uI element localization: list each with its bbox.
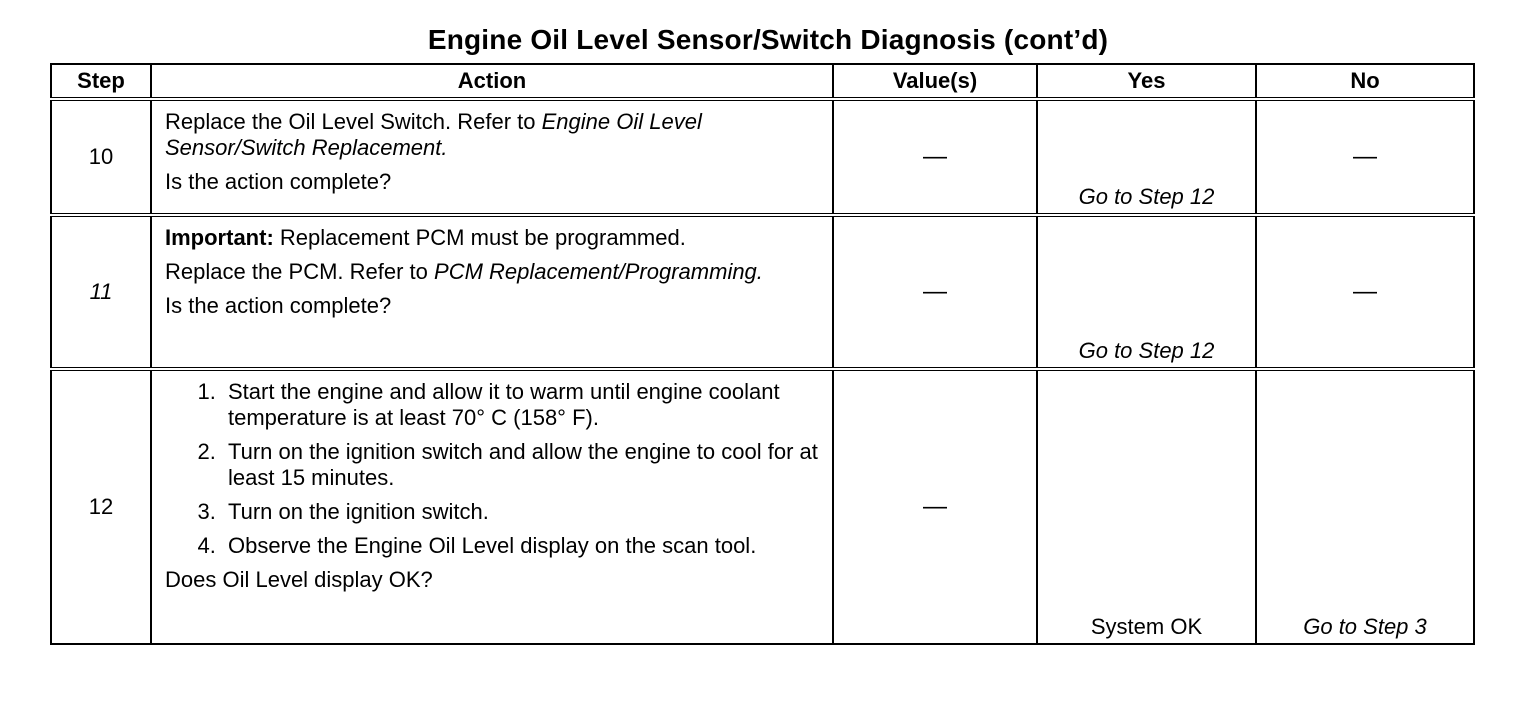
action-text: Replace the PCM. Refer to (165, 259, 435, 284)
step-number: 11 (51, 215, 151, 369)
header-action: Action (151, 64, 833, 99)
yes-result: Go to Step 12 (1037, 215, 1256, 369)
action-instruction (165, 109, 820, 161)
reference-link-text: Engine Oil Level Sensor/Switch Replacement. (165, 109, 702, 160)
no-result: Go to Step 3 (1256, 369, 1474, 644)
header-yes: Yes (1037, 64, 1256, 99)
header-values: Value(s) (833, 64, 1037, 99)
action-question: Is the action complete? (165, 169, 392, 194)
yes-result: Go to Step 12 (1037, 99, 1256, 215)
action-question: Does Oil Level display OK? (165, 567, 433, 592)
procedure-step: 1. Start the engine and allow it to warm until engine coolant temperature is at least 70° C (158° F). (222, 379, 820, 431)
action-cell (151, 369, 833, 644)
action-question: Is the action complete? (165, 293, 392, 318)
yes-result: System OK (1037, 369, 1256, 644)
action-cell (151, 215, 833, 369)
step-number: 10 (51, 99, 151, 215)
table-header-row (51, 64, 1474, 99)
important-text: Replacement PCM must be programmed. (273, 225, 686, 250)
page-title: Engine Oil Level Sensor/Switch Diagnosis (cont’d) (427, 24, 1109, 55)
table-row-step-12 (51, 369, 1474, 644)
action-text: Replace the Oil Level Switch. Refer to (165, 109, 542, 134)
procedure-step: 4. Observe the Engine Oil Level display on the scan tool. (222, 533, 820, 559)
reference-link-text: PCM Replacement/Programming. (434, 259, 763, 284)
action-instruction (165, 259, 820, 285)
procedure-step: 3. Turn on the ignition switch. (222, 499, 820, 525)
value-cell: — (833, 215, 1037, 369)
procedure-list (165, 379, 820, 559)
important-note (165, 225, 820, 251)
table-row-step-11 (51, 215, 1474, 369)
value-cell: — (833, 99, 1037, 215)
action-cell (151, 99, 833, 215)
header-no: No (1256, 64, 1474, 99)
table-row-step-10 (51, 99, 1474, 215)
diagnosis-table (50, 63, 1475, 645)
procedure-step: 2. Turn on the ignition switch and allow the engine to cool for at least 15 minutes. (222, 439, 820, 491)
no-result: — (1256, 215, 1474, 369)
header-step: Step (51, 64, 151, 99)
no-result: — (1256, 99, 1474, 215)
step-number: 12 (51, 369, 151, 644)
important-label: Important: (165, 225, 274, 250)
value-cell: — (833, 369, 1037, 644)
